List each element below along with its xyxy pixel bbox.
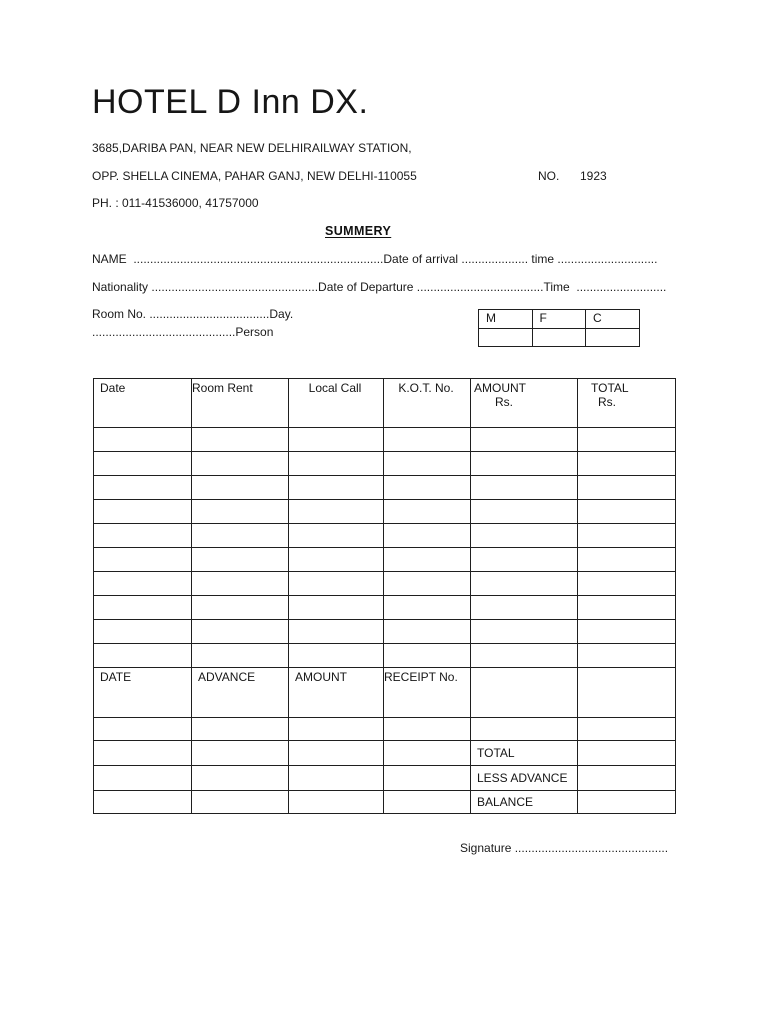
empty-cell: [471, 452, 578, 476]
empty-cell: [94, 476, 192, 500]
charges-empty-row: [94, 620, 676, 644]
empty-cell: [384, 791, 471, 814]
empty-cell: [192, 596, 289, 620]
empty-cell: [384, 452, 471, 476]
empty-cell: [192, 766, 289, 791]
less-advance-row-label: LESS ADVANCE: [471, 766, 578, 791]
advance-header-empty-2: [578, 668, 676, 718]
empty-cell: [289, 596, 384, 620]
mfc-cell-f: [532, 329, 586, 347]
empty-cell: [94, 524, 192, 548]
empty-cell: [471, 476, 578, 500]
empty-cell: [471, 596, 578, 620]
empty-cell: [578, 524, 676, 548]
advance-header-row: [94, 668, 676, 718]
col-header-amount: [471, 379, 578, 428]
address-line-1: 3685,DARIBA PAN, NEAR NEW DELHIRAILWAY STATION,: [92, 141, 412, 155]
empty-cell: [289, 572, 384, 596]
empty-cell: [384, 476, 471, 500]
empty-cell: [289, 620, 384, 644]
summary-heading: SUMMERY: [325, 224, 392, 238]
advance-empty-row: [94, 718, 676, 741]
col-header-receipt-no: RECEIPT No.: [384, 668, 471, 718]
bill-no-value: 1923: [580, 169, 607, 183]
less-advance-value-cell: [578, 766, 676, 791]
mfc-table: [478, 309, 640, 347]
empty-cell: [471, 524, 578, 548]
empty-cell: [578, 644, 676, 668]
name-arrival-line: NAME ...........................................................................Date of arrival .................... time ..............................: [92, 252, 658, 266]
col-header-advance: ADVANCE: [192, 668, 289, 718]
col-header-date: Date: [94, 379, 192, 428]
charges-empty-row: [94, 596, 676, 620]
empty-cell: [578, 452, 676, 476]
empty-cell: [289, 718, 384, 741]
empty-cell: [94, 428, 192, 452]
balance-row-label: BALANCE: [471, 791, 578, 814]
charges-empty-row: [94, 548, 676, 572]
empty-cell: [192, 548, 289, 572]
empty-cell: [578, 500, 676, 524]
empty-cell: [94, 500, 192, 524]
less-advance-row: [94, 766, 676, 791]
col-header-advance-amount: AMOUNT: [289, 668, 384, 718]
empty-cell: [471, 500, 578, 524]
empty-cell: [94, 741, 192, 766]
empty-cell: [471, 644, 578, 668]
empty-cell: [94, 718, 192, 741]
empty-cell: [578, 476, 676, 500]
empty-cell: [94, 596, 192, 620]
empty-cell: [384, 596, 471, 620]
empty-cell: [192, 718, 289, 741]
empty-cell: [384, 644, 471, 668]
charges-table: [93, 378, 676, 814]
empty-cell: [289, 766, 384, 791]
amount-rs-label: Rs.: [495, 395, 513, 409]
empty-cell: [192, 620, 289, 644]
empty-cell: [384, 620, 471, 644]
empty-cell: [289, 524, 384, 548]
empty-cell: [289, 500, 384, 524]
total-label: TOTAL: [591, 381, 629, 395]
empty-cell: [578, 548, 676, 572]
signature-line: Signature ..............................................: [460, 841, 669, 855]
empty-cell: [471, 620, 578, 644]
empty-cell: [471, 428, 578, 452]
mfc-cell-m: [479, 329, 533, 347]
empty-cell: [289, 452, 384, 476]
empty-cell: [384, 766, 471, 791]
mfc-header-row: [479, 310, 640, 329]
total-rs-label: Rs.: [598, 395, 616, 409]
empty-cell: [289, 741, 384, 766]
charges-empty-row: [94, 572, 676, 596]
empty-cell: [94, 572, 192, 596]
empty-cell: [192, 644, 289, 668]
mfc-cell-c: [586, 329, 640, 347]
amount-label: AMOUNT: [474, 381, 526, 395]
mfc-value-row: [479, 329, 640, 347]
mfc-header-m: M: [479, 310, 533, 329]
empty-cell: [384, 718, 471, 741]
empty-cell: [192, 452, 289, 476]
empty-cell: [578, 620, 676, 644]
empty-cell: [289, 476, 384, 500]
col-header-local-call: Local Call: [289, 379, 384, 428]
total-value-cell: [578, 741, 676, 766]
charges-empty-row: [94, 476, 676, 500]
charges-empty-row: [94, 644, 676, 668]
empty-cell: [192, 476, 289, 500]
total-row-label: TOTAL: [471, 741, 578, 766]
col-header-room-rent: Room Rent: [192, 379, 289, 428]
empty-cell: [289, 791, 384, 814]
empty-cell: [471, 572, 578, 596]
empty-cell: [94, 620, 192, 644]
empty-cell: [192, 524, 289, 548]
empty-cell: [578, 428, 676, 452]
empty-cell: [94, 548, 192, 572]
empty-cell: [192, 500, 289, 524]
person-line: ...........................................Person: [92, 325, 274, 339]
advance-header-empty-1: [471, 668, 578, 718]
balance-row: [94, 791, 676, 814]
empty-cell: [289, 548, 384, 572]
address-line-2: OPP. SHELLA CINEMA, PAHAR GANJ, NEW DELHI-110055: [92, 169, 417, 183]
empty-cell: [94, 452, 192, 476]
empty-cell: [471, 718, 578, 741]
mfc-header-f: F: [532, 310, 586, 329]
empty-cell: [384, 500, 471, 524]
empty-cell: [289, 644, 384, 668]
balance-value-cell: [578, 791, 676, 814]
col-header-advance-date: DATE: [94, 668, 192, 718]
empty-cell: [192, 428, 289, 452]
empty-cell: [192, 791, 289, 814]
empty-cell: [192, 741, 289, 766]
empty-cell: [578, 718, 676, 741]
charges-empty-row: [94, 428, 676, 452]
room-no-day-line: Room No. ....................................Day.: [92, 307, 294, 321]
col-header-kot-no: K.O.T. No.: [384, 379, 471, 428]
empty-cell: [384, 428, 471, 452]
empty-cell: [94, 766, 192, 791]
mfc-header-c: C: [586, 310, 640, 329]
empty-cell: [384, 524, 471, 548]
page-title: HOTEL D Inn DX.: [92, 83, 369, 121]
charges-header-row: [94, 379, 676, 428]
bill-no-label: NO.: [538, 169, 560, 183]
empty-cell: [94, 644, 192, 668]
total-row: [94, 741, 676, 766]
phone-line: PH. : 011-41536000, 41757000: [92, 196, 259, 210]
empty-cell: [94, 791, 192, 814]
empty-cell: [289, 428, 384, 452]
empty-cell: [578, 572, 676, 596]
charges-empty-row: [94, 524, 676, 548]
charges-empty-rows: [94, 428, 676, 668]
empty-cell: [578, 596, 676, 620]
charges-empty-row: [94, 500, 676, 524]
empty-cell: [471, 548, 578, 572]
empty-cell: [384, 548, 471, 572]
empty-cell: [384, 741, 471, 766]
empty-cell: [384, 572, 471, 596]
nationality-departure-line: Nationality ..................................................Date of Departure ......................................Time ...........................: [92, 280, 667, 294]
col-header-total: [578, 379, 676, 428]
empty-cell: [192, 572, 289, 596]
charges-empty-row: [94, 452, 676, 476]
